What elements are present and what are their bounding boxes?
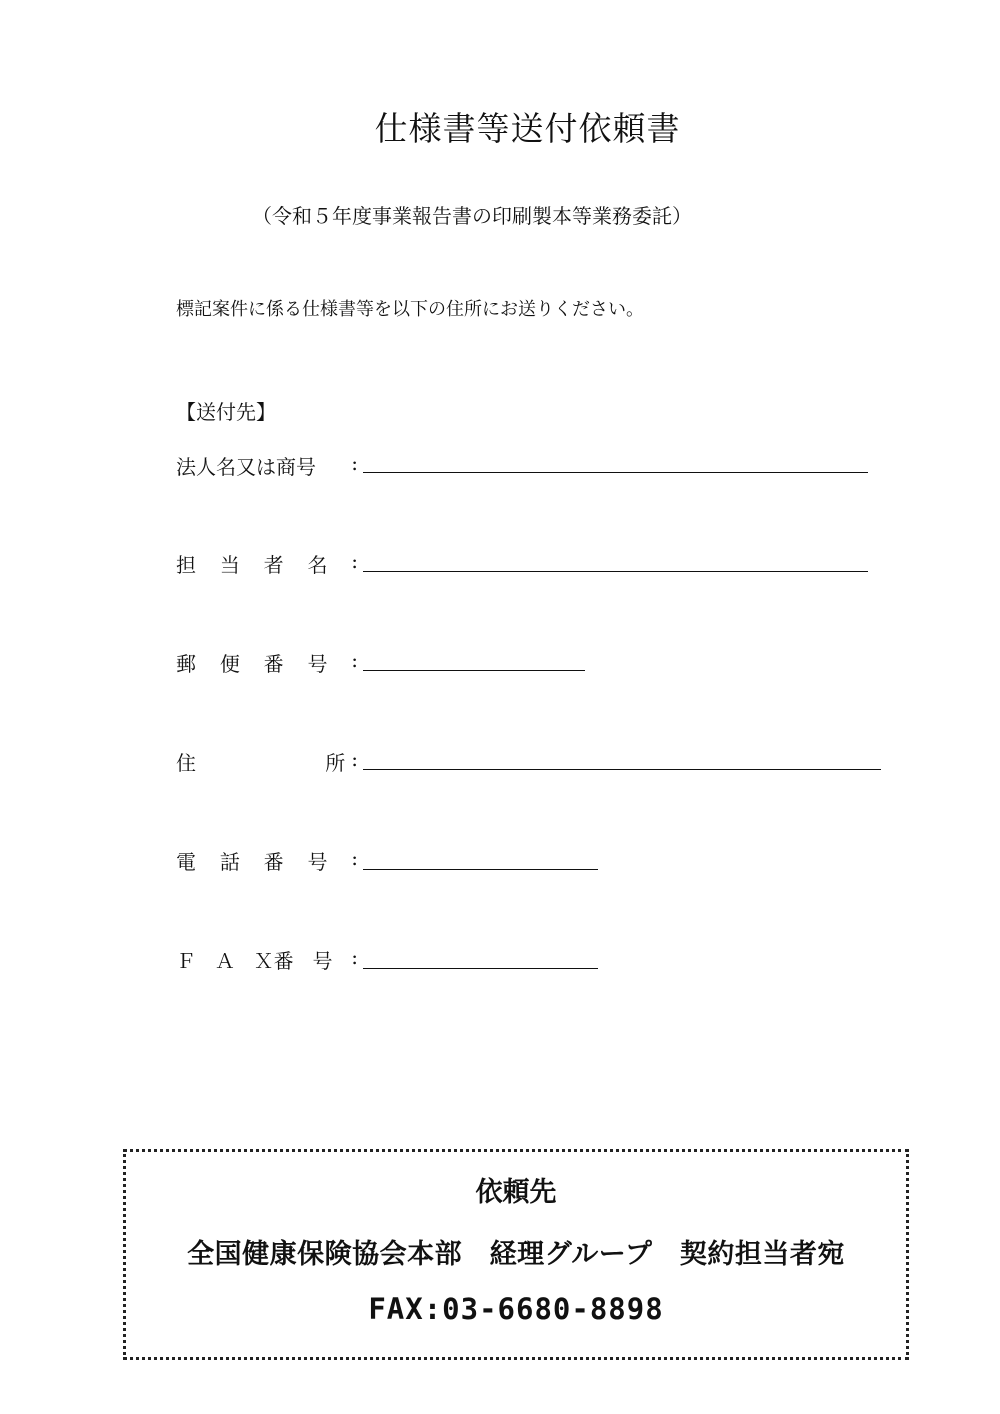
label-char: 所 (325, 751, 346, 775)
fax-number-field[interactable] (363, 968, 598, 969)
label-char: 話 (219, 850, 240, 874)
postal-code-field[interactable] (363, 670, 585, 671)
label-colon: : (351, 549, 358, 573)
label-char: 便 (219, 652, 240, 676)
label-char: 号 (307, 850, 328, 874)
phone-number-label (176, 846, 358, 875)
label-char: 号 (312, 949, 333, 973)
address-label (176, 747, 358, 776)
label-char: 郵 (176, 652, 196, 676)
section-heading-destination: 【送付先】 (176, 400, 276, 424)
label-char: 担 (176, 553, 196, 577)
fax-number-label (176, 945, 358, 974)
label-char: Ｘ番 (253, 949, 294, 973)
request-box-addressee: 全国健康保険協会本部 経理グループ 契約担当者宛 (187, 1239, 845, 1270)
label-char: Ｆ (176, 949, 196, 973)
label-char: 号 (307, 652, 328, 676)
label-colon: : (351, 451, 358, 475)
company-name-label (176, 451, 358, 480)
document-title: 仕様書等送付依頼書 (374, 109, 681, 148)
label-char: 当 (219, 553, 240, 577)
label-text: 法人名又は商号 (176, 455, 316, 479)
company-name-field[interactable] (363, 472, 868, 473)
label-colon: : (351, 648, 358, 672)
label-colon: : (351, 945, 358, 969)
request-box-fax: FAX:03-6680-8898 (368, 1292, 664, 1326)
label-char: 番 (263, 850, 284, 874)
label-char: 電 (176, 850, 196, 874)
label-char: 者 (263, 553, 284, 577)
label-char: 住 (176, 751, 196, 775)
contact-person-label (176, 549, 358, 578)
label-char: Ａ (214, 949, 235, 973)
intro-text: 標記案件に係る仕様書等を以下の住所にお送りください。 (176, 299, 644, 320)
document-subtitle: （令和５年度事業報告書の印刷製本等業務委託） (252, 204, 692, 228)
label-colon: : (351, 846, 358, 870)
label-char: 名 (307, 553, 328, 577)
label-char: 番 (263, 652, 284, 676)
contact-person-field[interactable] (363, 571, 868, 572)
phone-number-field[interactable] (363, 869, 598, 870)
postal-code-label (176, 648, 358, 677)
request-destination-box (123, 1149, 909, 1360)
label-colon: : (351, 747, 358, 771)
address-field[interactable] (363, 769, 881, 770)
request-box-title: 依頼先 (475, 1177, 557, 1208)
